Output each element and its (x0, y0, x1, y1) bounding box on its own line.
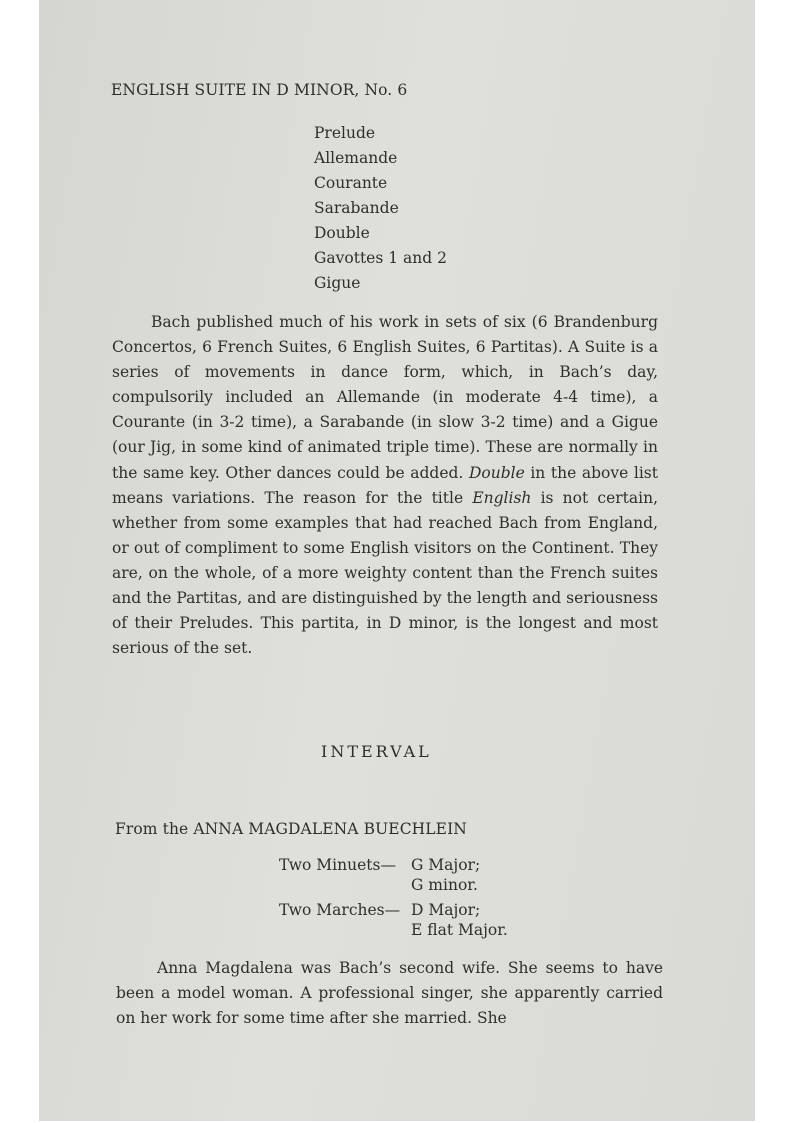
movement-item: Allemande (314, 149, 398, 167)
italic-term: Double (468, 463, 525, 482)
movement-item: Sarabande (314, 199, 399, 217)
piece-key: G Major; (411, 856, 481, 874)
suite-description (112, 310, 658, 661)
piece-key: G minor. (411, 876, 478, 894)
italic-term: English (472, 488, 532, 507)
movement-item: Prelude (314, 124, 376, 142)
movement-item: Gigue (314, 274, 361, 292)
movement-item: Courante (314, 174, 388, 192)
text-run: Bach published much of his work in sets of six (6 Brandenburg Concertos, 6 French Suites, 6 English Suites, 6 Partitas). A Suite is a series of movements in dance form, which, in Bach’s day, compulsorily included an Allemande (in moderate 4-4 time), a Courante (in 3-2 time), a Sarabande (in slow 3-2 time) and a Gigue (our Jig, in some kind of animated triple time). These are normally in the same key. Other dances could be added. (112, 313, 658, 482)
interval-heading: INTERVAL (321, 742, 432, 761)
piece-label: Two Marches— (279, 901, 401, 919)
movement-item: Double (314, 224, 370, 242)
movement-list (314, 121, 447, 296)
piece-key: D Major; (411, 901, 481, 919)
suite-title: ENGLISH SUITE IN D MINOR, No. 6 (111, 81, 408, 99)
text-run: in the above list means variations. The reason for the title (112, 463, 658, 507)
source-line: From the ANNA MAGDALENA BUECHLEIN (115, 820, 467, 838)
text-run: is not certain, whether from some examples that had reached Bach from England, or out of compliment to some English visitors on the Continent. They are, on the whole, of a more weighty content than the French suites and the Partitas, and are distinguished by the length and seriousness of their Preludes. This partita, in D minor, is the longest and most serious of the set. (112, 488, 658, 658)
biography-paragraph: Anna Magdalena was Bach’s second wife. She seems to have been a model woman. A professional singer, she apparently carried on her work for some time after she married. She (116, 959, 663, 1028)
piece-label: Two Minuets— (279, 856, 396, 874)
movement-item: Gavottes 1 and 2 (314, 249, 447, 267)
piece-key: E flat Major. (411, 921, 508, 939)
